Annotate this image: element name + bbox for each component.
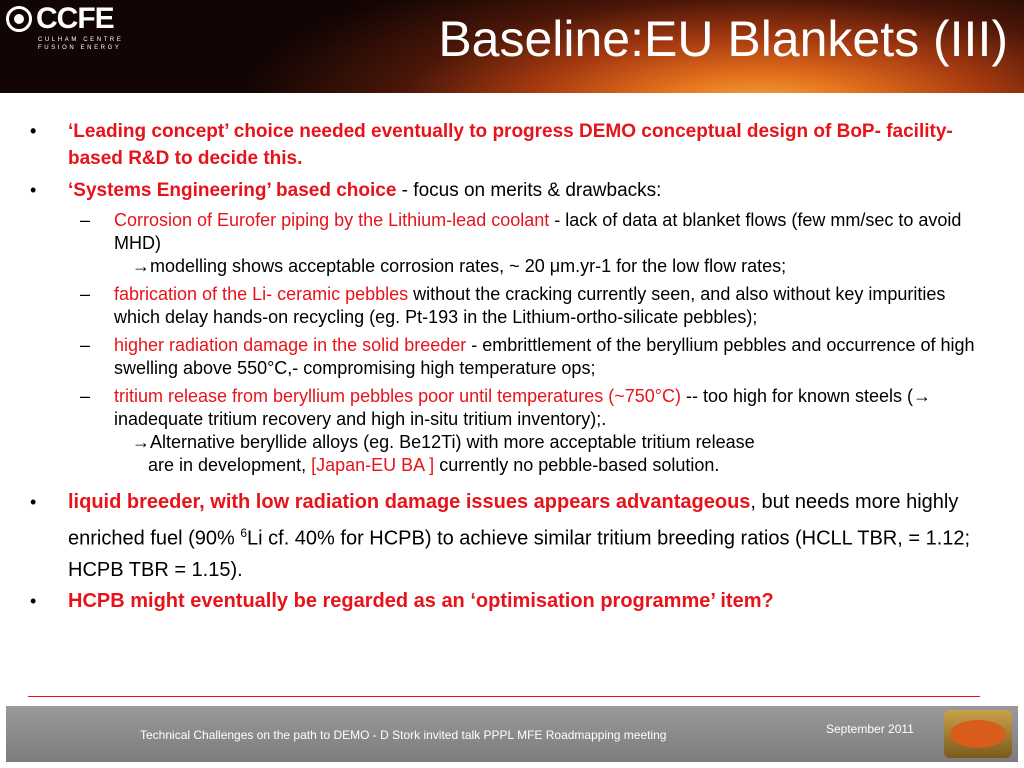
bullet-highlight: ‘Systems Engineering’ based choice <box>68 180 397 201</box>
sub-bullet-highlight: tritium release from beryllium pebbles poor until temperatures (~750°C) <box>114 386 681 406</box>
sub-bullet-highlight: Corrosion of Eurofer piping by the Lithium-lead coolant <box>114 210 550 230</box>
sub-bullet-text: without the cracking currently seen, and also without key impurities which delay hands-on recycling (eg. Pt-193 in the Lithium-ortho-silicate pebbles); <box>114 284 946 327</box>
sub-bullet-highlight: fabrication of the Li- ceramic pebbles <box>114 284 409 304</box>
energy-badge-inner <box>950 720 1006 748</box>
sub-bullet-continuation <box>114 454 994 477</box>
slide-title: Baseline:EU Blankets (III) <box>438 11 1008 67</box>
sub-bullet-text: - lack of data at blanket flows (few mm/sec to avoid MHD) <box>114 210 962 253</box>
ccfe-ring-icon <box>6 6 32 32</box>
sub-bullet-marker: – <box>80 335 91 355</box>
logo-line-1: CULHAM CENTRE <box>38 37 124 43</box>
footer-text: Technical Challenges on the path to DEMO - D Stork invited talk PPPL MFE Roadmapping meeting <box>140 728 667 742</box>
bullet-liquid-breeder <box>0 487 1024 586</box>
sub-bullet-arrow-line: →modelling shows acceptable corrosion rates, ~ 20 μm.yr-1 for the low flow rates; <box>132 256 787 276</box>
bullet-systems-engineering <box>0 177 1024 204</box>
sub-bullet-marker: – <box>80 210 91 230</box>
footer-divider <box>28 696 980 697</box>
ccfe-logo <box>6 4 146 52</box>
energy-badge-icon <box>944 710 1012 758</box>
sub-bullet-tritium-release <box>0 385 1024 477</box>
bullet-text: HCPB might eventually be regarded as an ‘optimisation programme’ item? <box>68 589 774 612</box>
bullet-marker: • <box>30 121 37 141</box>
continuation-highlight: [Japan-EU BA ] <box>311 455 435 475</box>
bullet-highlight: liquid breeder, with low radiation damage issues appears advantageous <box>68 491 751 513</box>
slide-header <box>0 0 1024 93</box>
slide-body <box>0 118 1024 617</box>
sub-bullet-text: -- too high for known steels (→ inadequate tritium recovery and high in-situ tritium inventory);. <box>114 386 932 429</box>
sub-bullet-highlight: higher radiation damage in the solid breeder <box>114 335 467 355</box>
sub-bullet-fabrication <box>0 283 1024 329</box>
bullet-marker: • <box>30 492 37 512</box>
sub-bullet-text: - embrittlement of the beryllium pebbles and occurrence of high swelling above 550°C,- compromising high temperature ops; <box>114 335 975 378</box>
footer-date: September 2011 <box>826 722 914 736</box>
sub-bullet-marker: – <box>80 284 91 304</box>
bullet-marker: • <box>30 590 37 611</box>
sub-bullet-marker: – <box>80 386 91 406</box>
sub-bullet-corrosion <box>0 209 1024 278</box>
bullet-text-end: Li cf. 40% for HCPB) to achieve similar tritium breeding ratios (HCLL TBR, = 1.12; HCPB TBR = 1.15). <box>68 527 971 581</box>
slide-footer <box>6 706 1018 762</box>
sub-bullet-radiation-damage <box>0 334 1024 380</box>
continuation-text-end: currently no pebble-based solution. <box>434 455 720 475</box>
bullet-hcpb <box>0 586 1024 617</box>
superscript: 6 <box>240 526 248 540</box>
logo-line-2: FUSION ENERGY <box>38 45 122 51</box>
bullet-text: ‘Leading concept’ choice needed eventually to progress DEMO conceptual design of BoP- facility-based R&D to decide this. <box>68 121 953 169</box>
bullet-text: , but needs more highly enriched fuel (90% <box>68 491 959 550</box>
sub-bullet-arrow-line: →Alternative beryllide alloys (eg. Be12Ti) with more acceptable tritium release <box>132 432 755 452</box>
bullet-marker: • <box>30 180 37 200</box>
continuation-text: are in development, <box>148 455 312 475</box>
bullet-text: - focus on merits & drawbacks: <box>396 180 662 201</box>
bullet-leading-concept <box>0 118 1024 172</box>
logo-name: CCFE <box>36 2 114 35</box>
